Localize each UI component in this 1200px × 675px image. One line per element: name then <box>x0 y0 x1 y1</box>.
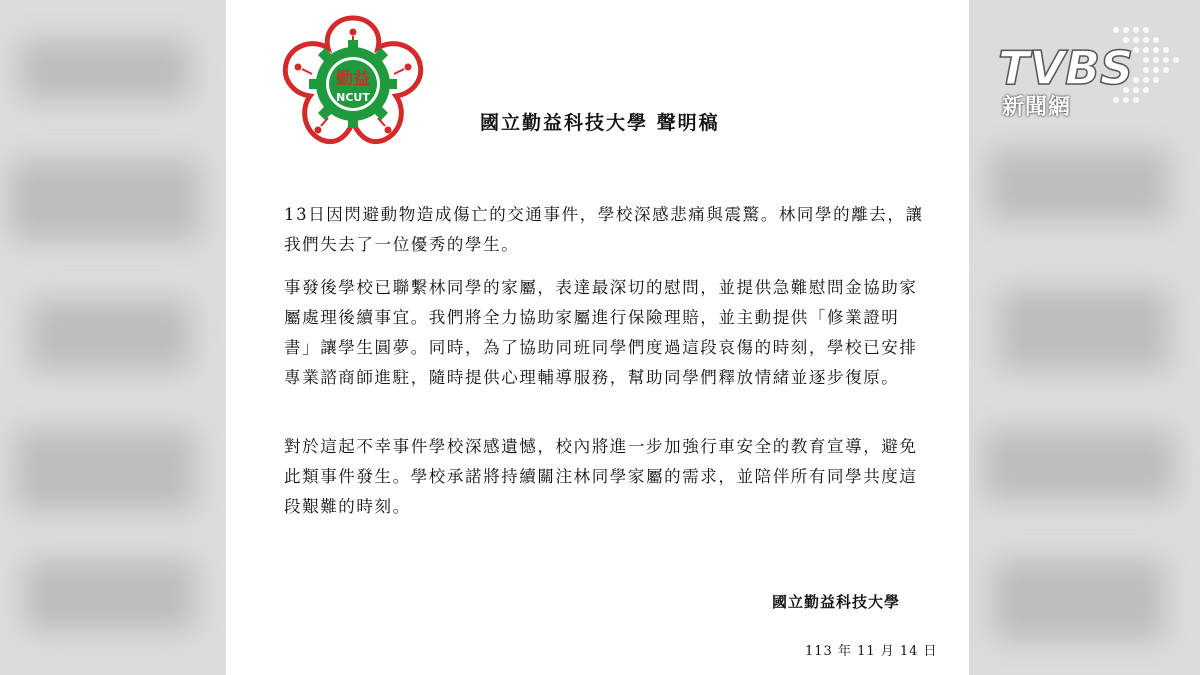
blurred-background-left <box>0 0 226 675</box>
signature: 國立勤益科技大學 <box>772 593 901 611</box>
paragraph-2: 事發後學校已聯繫林同學的家屬，表達最深切的慰問，並提供急難慰問金協助家屬處理後續事宜。我們將全力協助家屬進行保險理賠，並主動提供「修業證明書」讓學生圓夢。同時，為了協助同班同學們度過這段哀傷的時刻，學校已安排專業諮商師進駐，隨時提供心理輔導服務，幫助同學們釋放情緒並逐步復原。 <box>284 278 918 387</box>
paragraph-1: 13日因閃避動物造成傷亡的交通事件，學校深感悲痛與震驚。林同學的離去，讓我們失去了一位優秀的學生。 <box>284 205 924 254</box>
logo-chinese-text: 勤益 <box>336 69 370 89</box>
tvbs-brand-text: TVBS <box>998 41 1134 95</box>
logo-english-text: NCUT <box>336 91 370 104</box>
tvbs-subtitle: 新聞網 <box>1002 95 1072 120</box>
ncut-logo <box>278 12 428 152</box>
statement-title: 國立勤益科技大學 聲明稿 <box>480 112 720 134</box>
statement-date: 113 年 11 月 14 日 <box>805 644 938 659</box>
paragraph-3: 對於這起不幸事件學校深感遺憾，校內將進一步加強行車安全的教育宣導，避免此類事件發生。學校承諾將持續關注林同學家屬的需求，並陪伴所有同學共度這段艱難的時刻。 <box>284 437 918 516</box>
